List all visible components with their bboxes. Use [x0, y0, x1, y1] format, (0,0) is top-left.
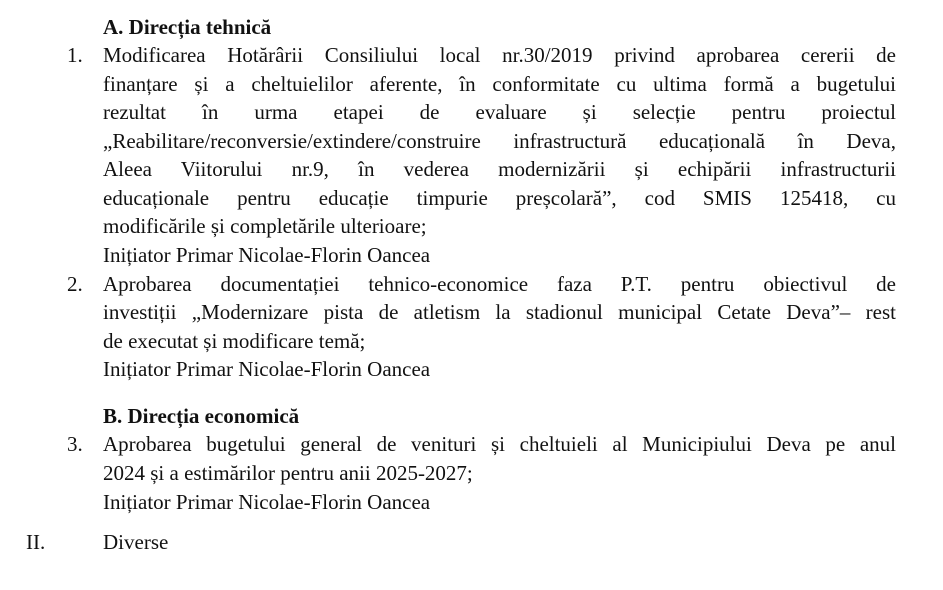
- item-2-initiator: Inițiator Primar Nicolae-Florin Oancea: [103, 357, 431, 381]
- section-b-heading: B. Direcția economică: [103, 404, 300, 428]
- item-1-line-3: rezultat în urma etapei de evaluare și selecție pentru proiectul: [103, 100, 896, 124]
- item-1-line-2: finanțare și a cheltuielilor aferente, în conformitate cu ultima formă a bugetului: [103, 72, 896, 96]
- section-a-heading: A. Direcția tehnică: [103, 15, 272, 39]
- item-2-line-2: investiții „Modernizare pista de atletism la stadionul municipal Cetate Deva”– rest: [103, 300, 896, 324]
- item-1-number: 1.: [67, 43, 83, 67]
- item-3-line-1: Aprobarea bugetului general de venituri și cheltuieli al Municipiului Deva pe anul: [103, 432, 896, 456]
- item-3-number: 3.: [67, 432, 83, 456]
- section-ii-label: Diverse: [103, 530, 169, 554]
- item-1-line-6: educaționale pentru educație timpurie preșcolară”, cod SMIS 125418, cu: [103, 186, 896, 210]
- item-2-number: 2.: [67, 272, 83, 296]
- item-1-line-4: „Reabilitare/reconversie/extindere/construire infrastructură educațională în Deva,: [103, 129, 896, 153]
- item-1-line-5: Aleea Viitorului nr.9, în vederea modernizării și echipării infrastructurii: [103, 157, 896, 181]
- item-1-initiator: Inițiator Primar Nicolae-Florin Oancea: [103, 243, 431, 267]
- item-3-initiator: Inițiator Primar Nicolae-Florin Oancea: [103, 490, 431, 514]
- item-3-line-2: 2024 și a estimărilor pentru anii 2025-2027;: [103, 461, 473, 485]
- item-1-line-7: modificările și completările ulterioare;: [103, 214, 427, 238]
- item-2-line-3: de executat și modificare temă;: [103, 329, 366, 353]
- section-ii-number: II.: [26, 530, 46, 554]
- item-2-line-1: Aprobarea documentației tehnico-economice faza P.T. pentru obiectivul de: [103, 272, 896, 296]
- item-1-line-1: Modificarea Hotărârii Consiliului local nr.30/2019 privind aprobarea cererii de: [103, 43, 896, 67]
